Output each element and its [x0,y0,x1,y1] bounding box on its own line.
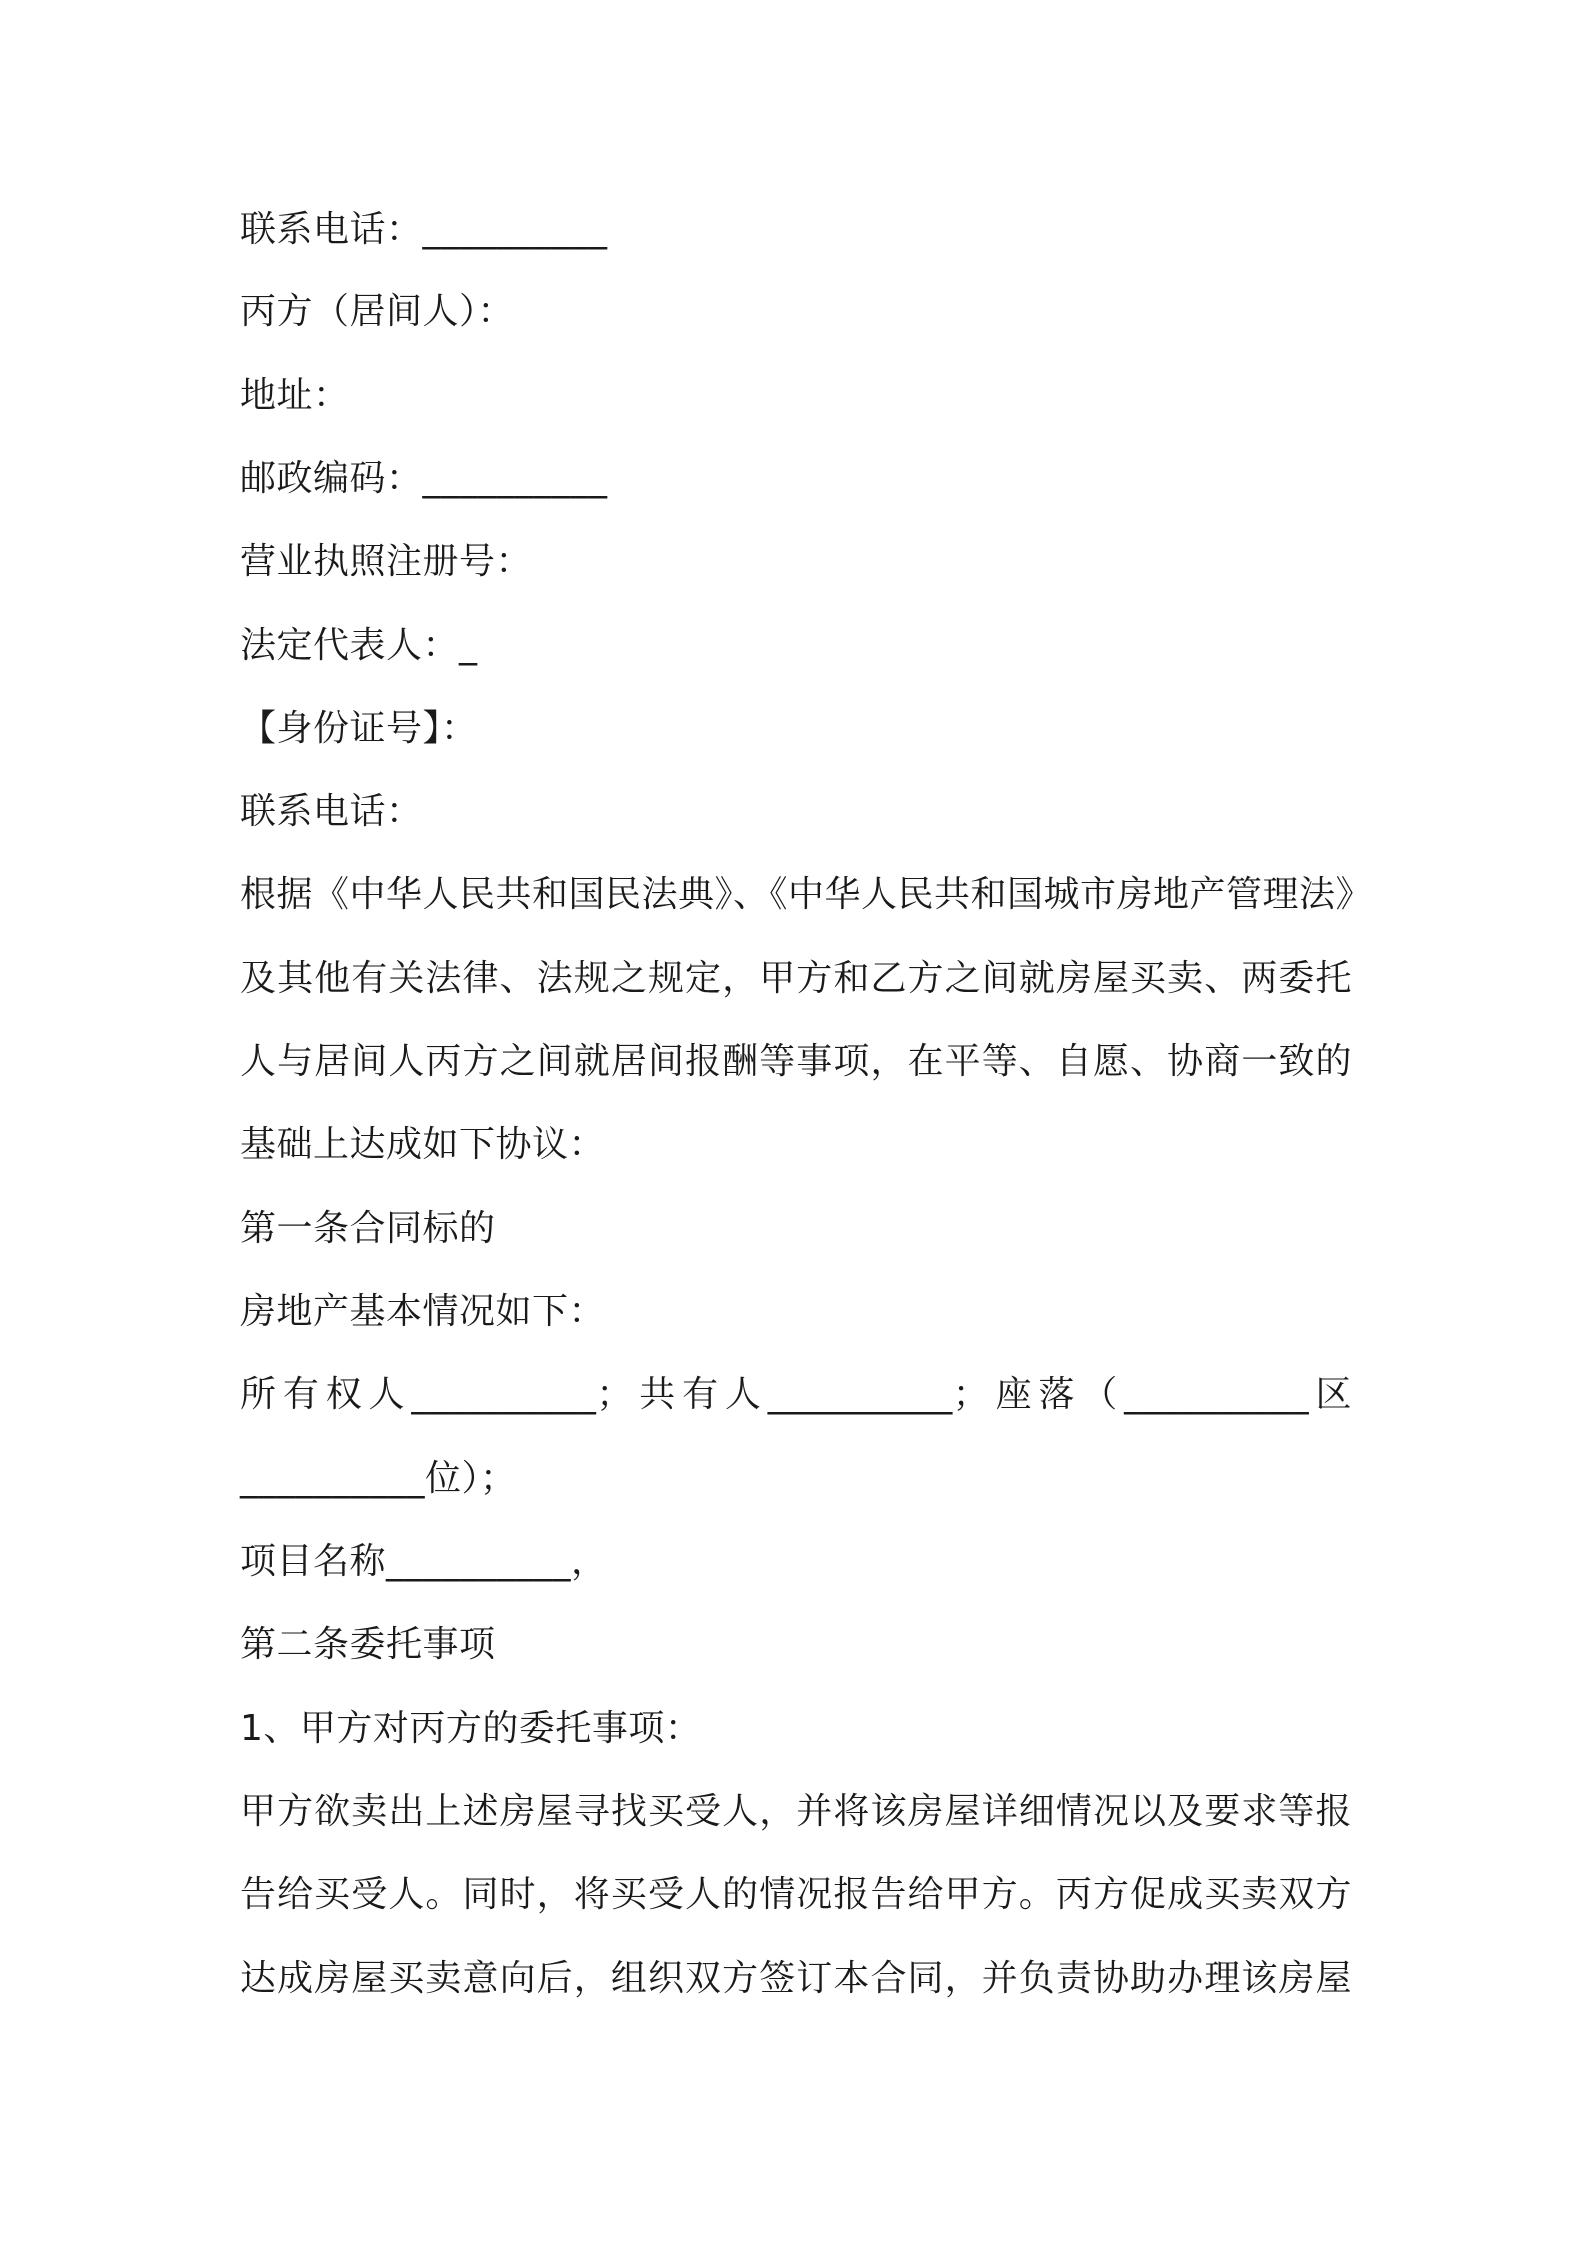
text-line: __________位）； [240,1458,517,1499]
text-line: 邮政编码：__________ [240,458,608,499]
text-line: 联系电话： [240,791,423,832]
section-heading: 第一条合同标的 [240,1208,496,1249]
text-line: 达成房屋买卖意向后，组织双方签订本合同，并负责协助办理该房屋 [240,1958,1352,1999]
text-line: 及其他有关法律、法规之规定，甲方和乙方之间就房屋买卖、两委托 [240,958,1352,999]
text-line: 法定代表人：_ [240,625,478,666]
text-line: 丙方（居间人）： [240,291,515,332]
text-line: 人与居间人丙方之间就居间报酬等事项，在平等、自愿、协商一致的 [240,1041,1352,1082]
text-line: 联系电话：__________ [240,209,608,250]
text-line: 地址： [240,375,350,416]
text-line: 【身份证号】： [240,708,478,749]
text-line: 项目名称__________， [240,1541,608,1582]
text-line: 告给买受人。同时，将买受人的情况报告给甲方。丙方促成买卖双方 [240,1874,1352,1915]
text-line: 营业执照注册号： [240,541,533,582]
section-heading: 第二条委托事项 [240,1624,496,1665]
text-line: 1、甲方对丙方的委托事项： [240,1708,702,1749]
text-line: 房地产基本情况如下： [240,1291,606,1332]
text-line: 所有权人__________；共有人__________；座落（__________区 [240,1374,1352,1415]
text-line: 基础上达成如下协议： [240,1124,606,1165]
text-line: 甲方欲卖出上述房屋寻找买受人，并将该房屋详细情况以及要求等报 [240,1791,1352,1832]
text-line: 根据《中华人民共和国民法典》、《中华人民共和国城市房地产管理法》 [240,874,1373,915]
